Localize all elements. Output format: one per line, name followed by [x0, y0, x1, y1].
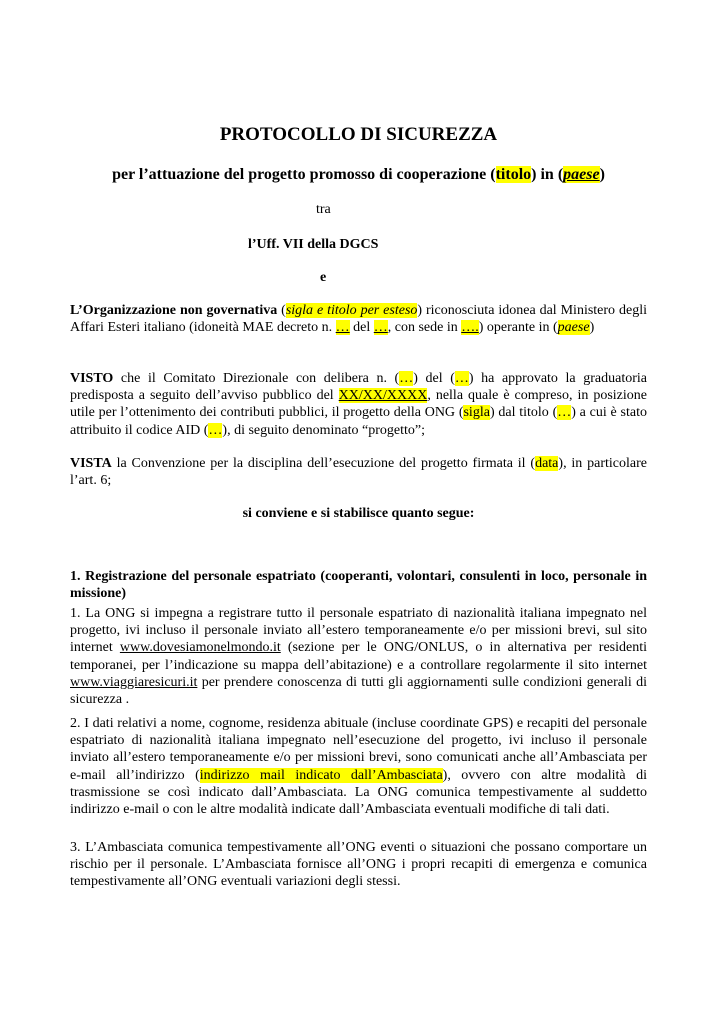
placeholder-aid: …: [208, 422, 223, 438]
conjunction-e: e: [320, 270, 327, 285]
ong-paragraph: [70, 302, 647, 336]
point-2-text: ), ovvero con altre modalità di trasmissione se così indicato dall’Ambasciata. La ONG comunica tempestivamente al suddetto indirizzo e-mail o con le altre modalità indicate dall’Ambasciata eventuali modifiche di tali dati.: [70, 767, 648, 818]
ong-text: , con sede in: [387, 320, 462, 336]
link-viaggiaresicuri[interactable]: www.viaggiaresicuri.it: [70, 674, 198, 690]
placeholder-avviso-date: XX/XX/XXXX: [338, 388, 428, 404]
ong-lead: L’Organizzazione non governativa: [70, 303, 278, 318]
placeholder-sede: ….: [461, 320, 479, 336]
point-3: 3. L’Ambasciata comunica tempestivamente all’ONG eventi o situazioni che possano comportare un rischio per il personale. L’Ambasciata fornisce all’ONG i propri recapiti di emergenza e comunica tempestivamente all’ONG eventuali variazioni degli stessi.: [70, 840, 647, 890]
party-dgcs: l’Uff. VII della DGCS: [248, 237, 379, 252]
ong-text: del: [349, 320, 374, 336]
placeholder-titolo-progetto: …: [557, 405, 572, 421]
visto-text: ) a cui è stato attribuito il codice AID (: [70, 405, 647, 438]
subtitle-prefix: per l’attuazione del progetto promosso di cooperazione (: [112, 166, 496, 183]
agreement-statement: si conviene e si stabilisce quanto segue:: [242, 506, 475, 521]
placeholder-email-ambasciata: indirizzo mail indicato dall’Ambasciata: [199, 767, 443, 783]
visto-text: ) ha approvato la graduatoria predisposta a seguito dell’avviso pubblico del: [70, 371, 647, 404]
conjunction-tra: tra: [316, 202, 331, 217]
point-2: [70, 715, 647, 818]
placeholder-sigla-titolo: sigla e titolo per esteso: [285, 303, 418, 318]
placeholder-decreto-del: …: [373, 320, 388, 336]
ong-text: ): [589, 320, 595, 336]
point-1-text: 1. La ONG si impegna a registrare tutto il personale espatriato di nazionalità italiana impegnato nel progetto, ivi incluso il personale inviato all’estero temporaneamente e/o per missioni brevi, sul sito internet: [70, 606, 647, 656]
point-1: [70, 605, 647, 708]
visto-text: ) del (: [413, 371, 455, 386]
visto-paragraph: [70, 370, 647, 439]
placeholder-delibera-del: …: [454, 371, 469, 386]
placeholder-paese: paese: [563, 166, 600, 183]
vista-paragraph: [70, 455, 647, 489]
visto-text: che il Comitato Direzionale con delibera n. (: [113, 371, 400, 386]
ong-text: ) operante in (: [478, 320, 558, 336]
point-1-text: (sezione per le ONG/ONLUS, o in alternativa per residenti temporanei, per l’indicazione su mappa dell’abitazione) e a controllare regolarmente il sito internet: [70, 640, 647, 673]
placeholder-data: data: [535, 456, 559, 471]
visto-text: ), di seguito denominato “progetto”;: [222, 422, 425, 438]
visto-text: , nella quale è compreso, in posizione utile per l’ottenimento dei contributi pubblici, il progetto della ONG (: [70, 388, 647, 421]
point-2-text: 2. I dati relativi a nome, cognome, residenza abituale (incluse coordinate GPS) e recapiti del personale espatriato di nazionalità italiana impegnato nell’esecuzione del progetto, ivi incluso il personale inviato all’estero temporaneamente e/o per missioni brevi, sono comunicati anche all’Ambasciata per e-mail all’indirizzo (: [70, 716, 647, 783]
document-title: PROTOCOLLO DI SICUREZZA: [219, 124, 498, 145]
section-1-heading: 1. Registrazione del personale espatriato (cooperanti, volontari, consulenti in loco, personale in missione): [70, 569, 647, 602]
ong-text: (: [277, 303, 286, 318]
ong-text: ) riconosciuta idonea dal Ministero degli Affari Esteri italiano (idoneità MAE decreto n.: [70, 303, 647, 336]
vista-text: ), in particolare l’art. 6;: [70, 456, 647, 489]
placeholder-delibera-n: …: [399, 371, 414, 386]
link-dovesiamonelmondo[interactable]: www.dovesiamonelmondo.it: [119, 640, 281, 656]
placeholder-titolo: titolo: [495, 166, 532, 183]
placeholder-sigla: sigla: [463, 405, 490, 421]
subtitle-middle: ) in (: [531, 166, 564, 183]
vista-lead: VISTA: [70, 456, 112, 471]
subtitle-suffix: ): [599, 166, 605, 183]
vista-text: la Convenzione per la disciplina dell’esecuzione del progetto firmata il (: [111, 456, 536, 471]
point-1-text: per prendere conoscenza di tutti gli aggiornamenti sulle condizioni generali di sicurezza .: [70, 674, 647, 708]
visto-text: ) dal titolo (: [489, 405, 558, 421]
document-subtitle: [70, 165, 647, 185]
visto-lead: VISTO: [70, 371, 114, 386]
placeholder-paese: paese: [557, 320, 590, 336]
placeholder-decreto-n: …: [335, 320, 350, 336]
